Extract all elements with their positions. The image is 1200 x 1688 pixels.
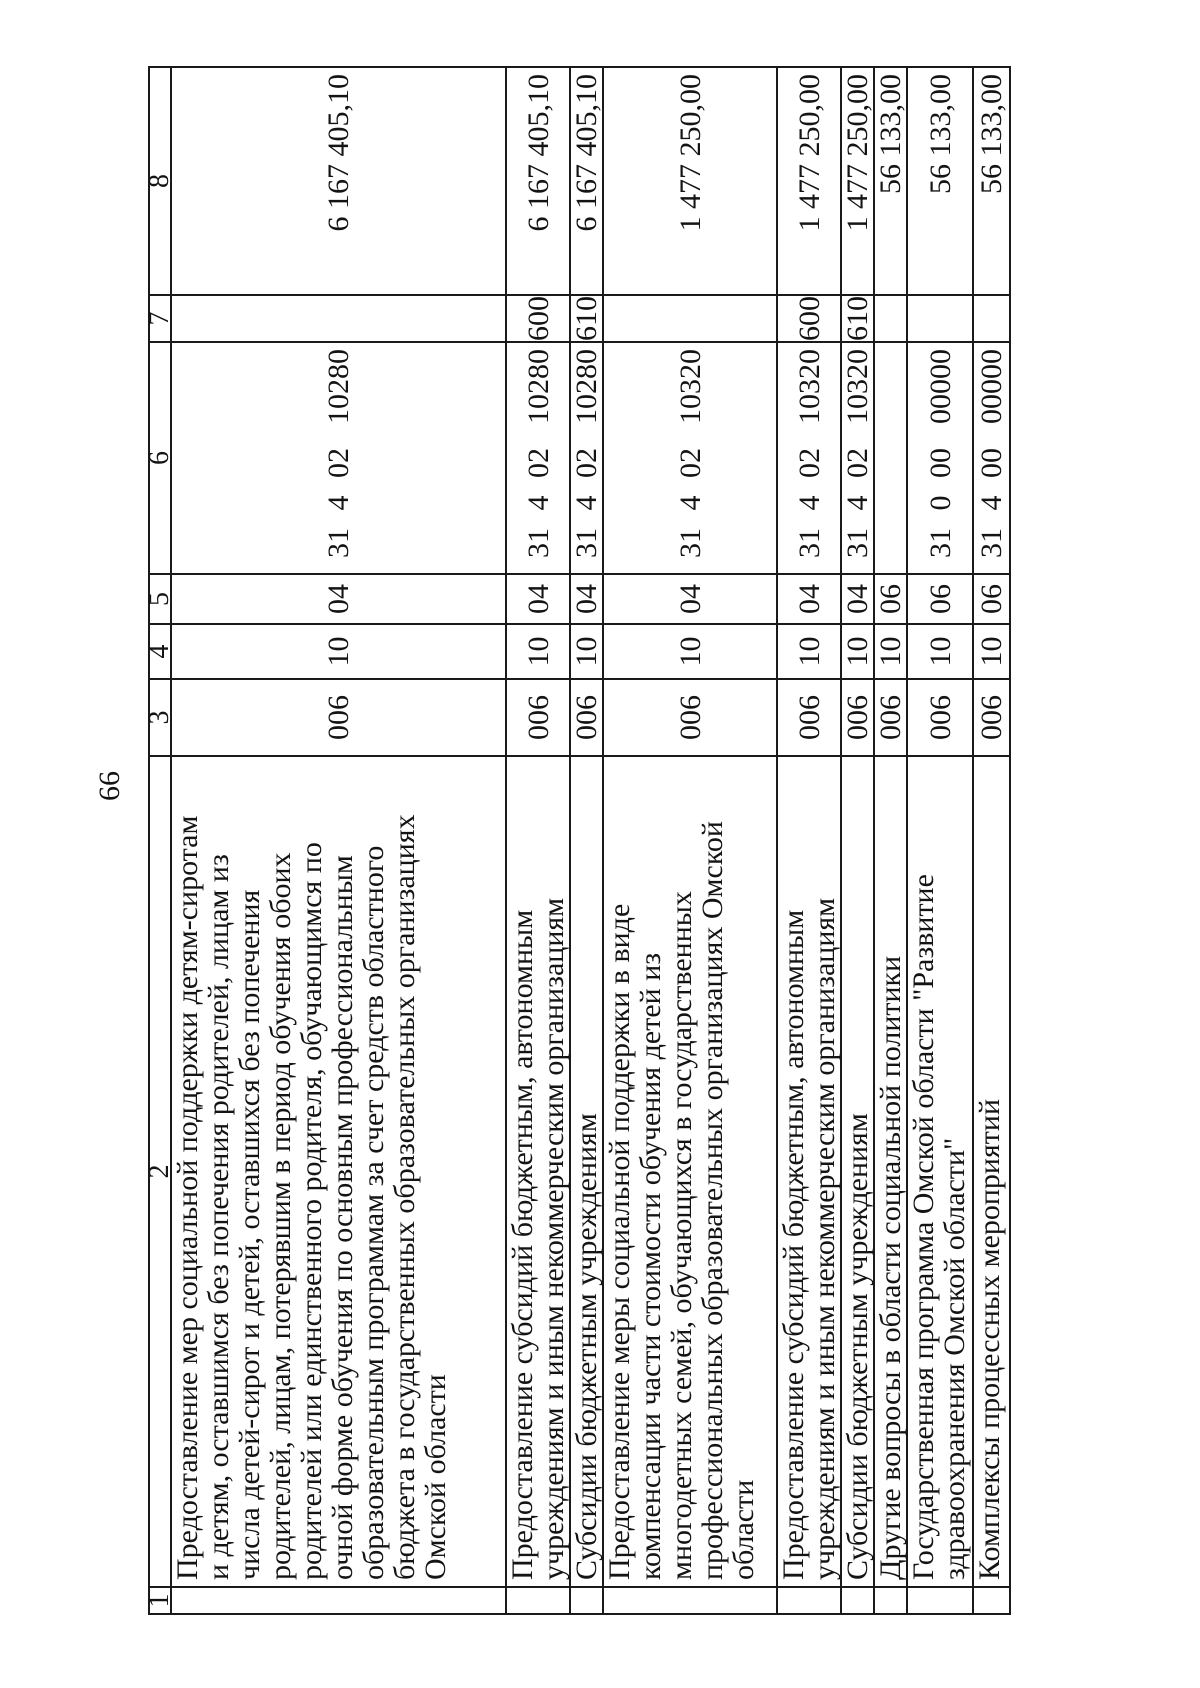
- cell-admin-code: 006: [777, 679, 841, 756]
- cell-subsection: 04: [841, 574, 874, 624]
- table-row: [777, 67, 841, 1614]
- cell-target-article: [907, 342, 973, 574]
- target-program: 31: [673, 528, 707, 558]
- cell-expense-type: 600: [777, 295, 841, 342]
- cell-subsection: 04: [171, 574, 506, 624]
- cell-section: 10: [603, 624, 777, 679]
- cell-subsection: 04: [603, 574, 777, 624]
- target-direction: 10280: [570, 349, 603, 424]
- cell-name: Предоставление мер социальной поддержки детям-сиротам и детям, оставшимся без попечения родителей, лицам из числа детей-сирот и детей, оставшихся без попечения родителей, лицам, потерявшим в период обучения обоих родителей или единственного родителя, обучающимся по очной форме обучения по основным профессиональным образовательным программам за счет средств областного бюджета в государственных образовательных организациях Омской области: [171, 756, 506, 1587]
- cell-admin-code: 006: [907, 679, 973, 756]
- cell-subsection: 06: [874, 574, 907, 624]
- cell-amount: 56 133,00: [907, 67, 973, 295]
- cell-target-article: [973, 342, 1010, 574]
- cell-subsection: 06: [973, 574, 1010, 624]
- cell-amount: 1 477 250,00: [603, 67, 777, 295]
- cell-amount: 56 133,00: [973, 67, 1010, 295]
- target-article-parts: [976, 343, 1007, 573]
- cell-admin-code: 006: [841, 679, 874, 756]
- target-direction: 10280: [322, 349, 355, 424]
- cell-expense-type: 600: [506, 295, 570, 342]
- cell-admin-code: 006: [506, 679, 570, 756]
- cell-expense-type: [874, 295, 907, 342]
- cell-target-article: [570, 342, 603, 574]
- cell-subsection: 04: [570, 574, 603, 624]
- cell-target-article: [874, 342, 907, 574]
- target-subprogram: 4: [792, 495, 826, 511]
- cell-number: [874, 1587, 907, 1614]
- target-event: 02: [673, 448, 707, 478]
- cell-section: 10: [777, 624, 841, 679]
- cell-expense-type: [973, 295, 1010, 342]
- target-article-parts: [571, 343, 602, 573]
- cell-section: 10: [907, 624, 973, 679]
- cell-target-article: [603, 342, 777, 574]
- target-article-parts: [523, 343, 554, 573]
- column-header: 4: [149, 624, 171, 679]
- target-event: 02: [841, 448, 874, 478]
- page-number: 66: [93, 771, 126, 801]
- cell-target-article: [777, 342, 841, 574]
- target-program: 31: [521, 528, 555, 558]
- target-event: 02: [322, 448, 355, 478]
- cell-admin-code: 006: [570, 679, 603, 756]
- cell-name: Комплексы процессных мероприятий: [973, 756, 1010, 1587]
- target-subprogram: 4: [322, 495, 355, 511]
- column-header: 1: [149, 1587, 171, 1614]
- table-row: [841, 67, 874, 1614]
- column-header: 5: [149, 574, 171, 624]
- table-row: [603, 67, 777, 1614]
- budget-table: [144, 66, 1011, 1615]
- column-header: 2: [149, 756, 171, 1587]
- target-subprogram: 4: [841, 495, 874, 511]
- cell-admin-code: 006: [973, 679, 1010, 756]
- cell-admin-code: 006: [874, 679, 907, 756]
- target-article-parts: [675, 343, 706, 573]
- cell-subsection: 04: [777, 574, 841, 624]
- target-article-parts: [323, 343, 354, 573]
- table-row: [907, 67, 973, 1614]
- target-direction: 10280: [521, 349, 555, 424]
- cell-amount: 6 167 405,10: [171, 67, 506, 295]
- cell-admin-code: 006: [603, 679, 777, 756]
- target-program: 31: [570, 528, 603, 558]
- cell-amount: 6 167 405,10: [506, 67, 570, 295]
- target-event: 00: [975, 448, 1008, 478]
- cell-number: [841, 1587, 874, 1614]
- cell-admin-code: 006: [171, 679, 506, 756]
- cell-amount: 1 477 250,00: [777, 67, 841, 295]
- cell-name: Предоставление меры социальной поддержки в виде компенсации части стоимости обучения детей из многодетных семей, обучающихся в государственных профессиональных образовательных организациях Омской области: [603, 756, 777, 1587]
- cell-name: Другие вопросы в области социальной политики: [874, 756, 907, 1587]
- cell-section: 10: [973, 624, 1010, 679]
- cell-name: Субсидии бюджетным учреждениям: [841, 756, 874, 1587]
- column-header: 6: [149, 342, 171, 574]
- column-header: 3: [149, 679, 171, 756]
- cell-amount: 56 133,00: [874, 67, 907, 295]
- table-header-row: [149, 67, 171, 1614]
- cell-target-article: [841, 342, 874, 574]
- cell-subsection: 04: [506, 574, 570, 624]
- cell-subsection: 06: [907, 574, 973, 624]
- cell-section: 10: [841, 624, 874, 679]
- cell-target-article: [506, 342, 570, 574]
- target-direction: 10320: [673, 349, 707, 424]
- cell-name: Государственная программа Омской области "Развитие здравоохранения Омской области": [907, 756, 973, 1587]
- target-subprogram: 4: [521, 495, 555, 511]
- cell-name: Предоставление субсидий бюджетным, автономным учреждениям и иным некоммерческим организациям: [506, 756, 570, 1587]
- cell-number: [570, 1587, 603, 1614]
- cell-section: 10: [874, 624, 907, 679]
- cell-name: Предоставление субсидий бюджетным, автономным учреждениям и иным некоммерческим организациям: [777, 756, 841, 1587]
- cell-section: 10: [506, 624, 570, 679]
- target-subprogram: 0: [923, 495, 957, 511]
- table-row: [874, 67, 907, 1614]
- cell-number: [603, 1587, 777, 1614]
- cell-amount: 1 477 250,00: [841, 67, 874, 295]
- target-program: 31: [923, 528, 957, 558]
- column-header: 7: [149, 295, 171, 342]
- cell-name: Субсидии бюджетным учреждениям: [570, 756, 603, 1587]
- target-program: 31: [792, 528, 826, 558]
- target-direction: 00000: [923, 349, 957, 424]
- column-header: 8: [149, 67, 171, 295]
- target-subprogram: 4: [673, 495, 707, 511]
- cell-number: [777, 1587, 841, 1614]
- table-row: [171, 67, 506, 1614]
- cell-amount: 6 167 405,10: [570, 67, 603, 295]
- table-row: [973, 67, 1010, 1614]
- table-row: [506, 67, 570, 1614]
- cell-expense-type: 610: [570, 296, 603, 341]
- cell-number: [907, 1587, 973, 1614]
- cell-number: [506, 1587, 570, 1614]
- target-event: 02: [792, 448, 826, 478]
- cell-number: [171, 1587, 506, 1614]
- cell-expense-type: [603, 295, 777, 342]
- target-direction: 00000: [975, 349, 1008, 424]
- cell-section: 10: [570, 624, 603, 679]
- target-program: 31: [322, 528, 355, 558]
- target-event: 02: [570, 448, 603, 478]
- target-subprogram: 4: [975, 495, 1008, 511]
- target-event: 02: [521, 448, 555, 478]
- target-article-parts: [842, 343, 873, 573]
- table-row: [570, 67, 603, 1614]
- target-event: 00: [923, 448, 957, 478]
- target-direction: 10320: [792, 349, 826, 424]
- target-subprogram: 4: [570, 495, 603, 511]
- cell-expense-type: [171, 295, 506, 342]
- cell-expense-type: [907, 295, 973, 342]
- cell-number: [973, 1587, 1010, 1614]
- target-article-parts: [925, 343, 956, 573]
- target-program: 31: [841, 528, 874, 558]
- target-direction: 10320: [841, 349, 874, 424]
- cell-section: 10: [171, 624, 506, 679]
- cell-expense-type: 610: [841, 296, 874, 341]
- target-program: 31: [975, 528, 1008, 558]
- cell-target-article: [171, 342, 506, 574]
- target-article-parts: [794, 343, 825, 573]
